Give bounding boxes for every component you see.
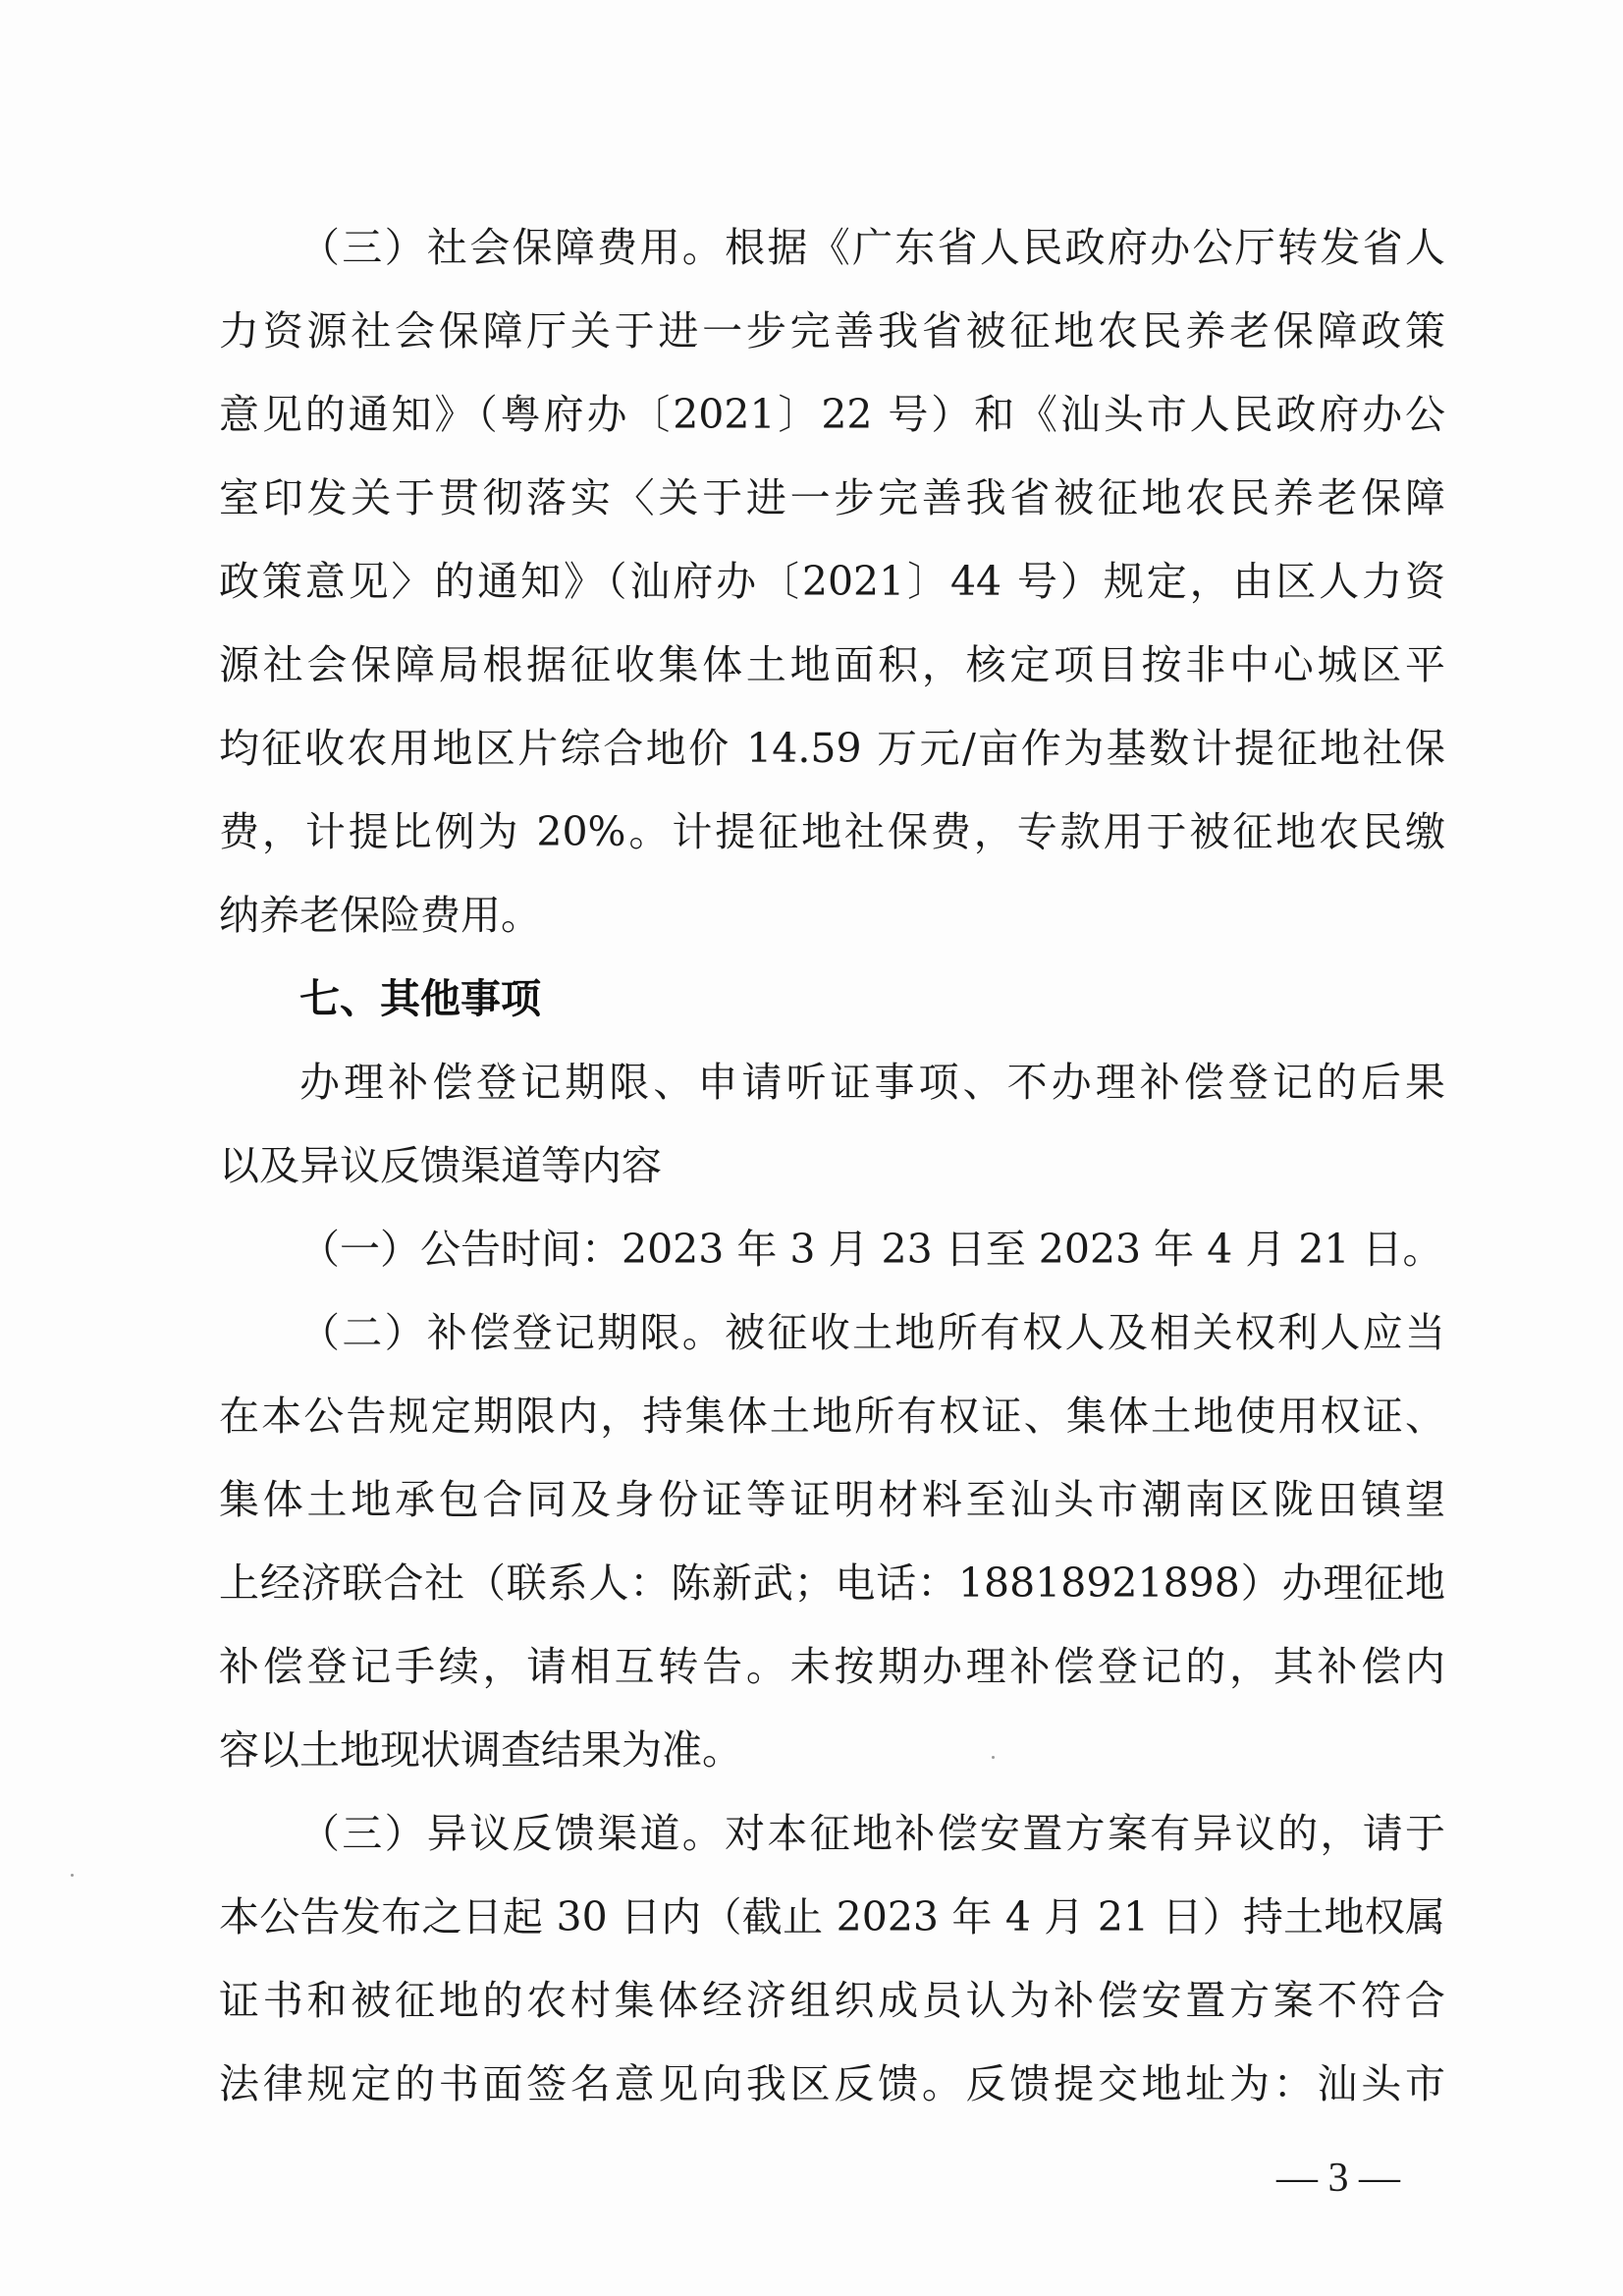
text-line: （三）社会保障费用。根据《广东省人民政府办公厅转发省人 [299, 224, 1445, 271]
scan-speck [992, 1756, 995, 1759]
scan-speck [71, 1874, 74, 1877]
page-number: — 3 — [1276, 2156, 1400, 2201]
text-line: 补偿登记手续，请相互转告。未按期办理补偿登记的，其补偿内 [219, 1643, 1445, 1690]
text-line: （二）补偿登记期限。被征收土地所有权人及相关权利人应当 [299, 1309, 1445, 1356]
text-line: 本公告发布之日起 30 日内（截止 2023 年 4 月 21 日）持土地权属 [219, 1893, 1445, 1941]
text-line: 意见的通知》（粤府办〔2021〕22 号）和《汕头市人民政府办公 [219, 391, 1445, 438]
text-line: 集体土地承包合同及身份证等证明材料至汕头市潮南区陇田镇望 [219, 1476, 1445, 1523]
text-line: （一）公告时间：2023 年 3 月 23 日至 2023 年 4 月 21 日。 [299, 1226, 1443, 1273]
text-line: （三）异议反馈渠道。对本征地补偿安置方案有异议的，请于 [299, 1810, 1445, 1857]
text-line: 法律规定的书面签名意见向我区反馈。反馈提交地址为：汕头市 [219, 2060, 1445, 2107]
text-line: 室印发关于贯彻落实〈关于进一步完善我省被征地农民养老保障 [219, 474, 1445, 521]
text-line: 纳养老保险费用。 [219, 892, 541, 939]
text-line: 证书和被征地的农村集体经济组织成员认为补偿安置方案不符合 [219, 1977, 1445, 2024]
text-line: 以及异议反馈渠道等内容 [219, 1142, 662, 1189]
section-heading: 七、其他事项 [299, 975, 541, 1022]
text-line: 办理补偿登记期限、申请听证事项、不办理补偿登记的后果 [299, 1059, 1445, 1106]
text-line: 力资源社会保障厅关于进一步完善我省被征地农民养老保障政策 [219, 307, 1445, 355]
text-line: 均征收农用地区片综合地价 14.59 万元/亩作为基数计提征地社保 [219, 725, 1445, 772]
text-line: 政策意见〉的通知》（汕府办〔2021〕44 号）规定，由区人力资 [219, 558, 1445, 605]
text-line: 费，计提比例为 20%。计提征地社保费，专款用于被征地农民缴 [219, 808, 1445, 855]
text-line: 上经济联合社（联系人：陈新武；电话：18818921898）办理征地 [219, 1559, 1445, 1607]
text-line: 在本公告规定期限内，持集体土地所有权证、集体土地使用权证、 [219, 1393, 1445, 1440]
text-line: 源社会保障局根据征收集体土地面积，核定项目按非中心城区平 [219, 641, 1445, 688]
text-line: 容以土地现状调查结果为准。 [219, 1726, 742, 1774]
